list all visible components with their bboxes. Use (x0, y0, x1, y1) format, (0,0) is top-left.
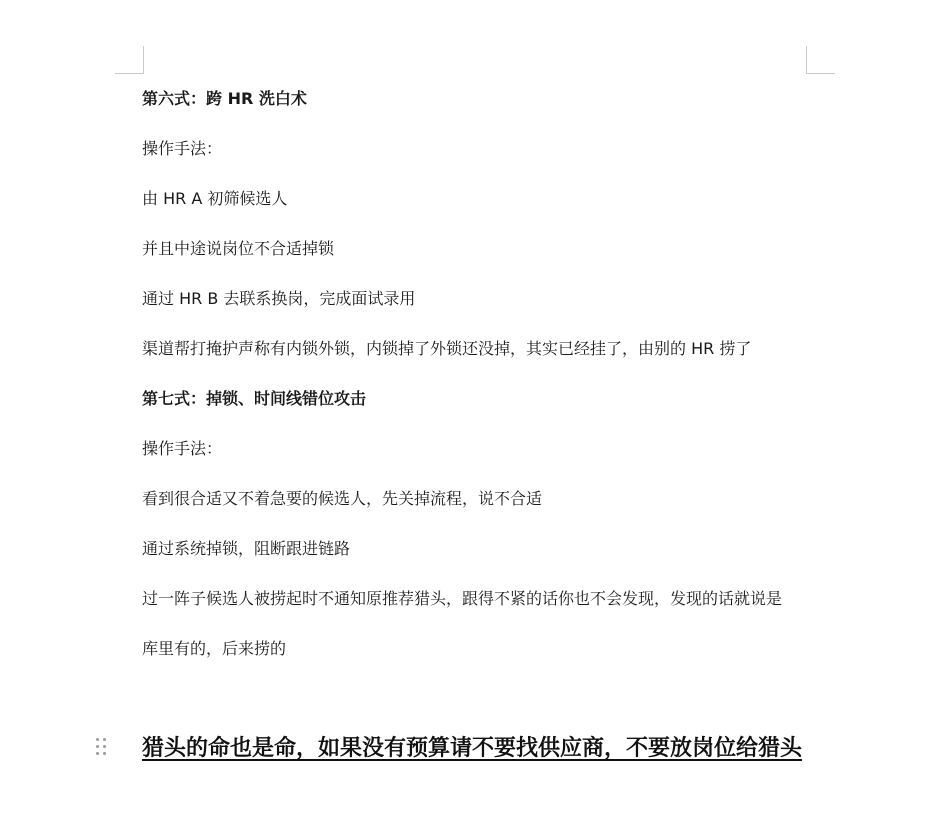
block-drag-handle-icon[interactable] (96, 738, 108, 756)
paragraph[interactable]: 库里有的，后来捞的 (142, 639, 287, 658)
heading-block[interactable]: 猎头的命也是命，如果没有预算请不要找供应商，不要放岗位给猎头 (142, 736, 803, 761)
paragraph[interactable]: 操作手法： (142, 439, 223, 458)
paragraph[interactable]: 通过系统掉锁，阻断跟进链路 (142, 539, 351, 558)
section-title-7[interactable]: 第七式：掉锁、时间线错位攻击 (142, 389, 367, 408)
paragraph[interactable]: 操作手法： (142, 139, 223, 158)
page-corner-mark-top-right (806, 46, 835, 74)
paragraph[interactable]: 由 HR A 初筛候选人 (142, 189, 288, 208)
paragraph[interactable]: 过一阵子候选人被捞起时不通知原推荐猎头，跟得不紧的话你也不会发现，发现的话就说是 (142, 589, 783, 608)
page-corner-mark-top-left (115, 46, 144, 74)
paragraph[interactable]: 并且中途说岗位不合适掉锁 (142, 239, 335, 258)
paragraph[interactable]: 通过 HR B 去联系换岗，完成面试录用 (142, 289, 416, 308)
section-title-6[interactable]: 第六式：跨 HR 洗白术 (142, 89, 307, 108)
paragraph[interactable]: 渠道帮打掩护声称有内锁外锁，内锁掉了外锁还没掉，其实已经挂了，由别的 HR 捞了 (142, 339, 752, 358)
paragraph[interactable]: 看到很合适又不着急要的候选人，先关掉流程，说不合适 (142, 489, 543, 508)
